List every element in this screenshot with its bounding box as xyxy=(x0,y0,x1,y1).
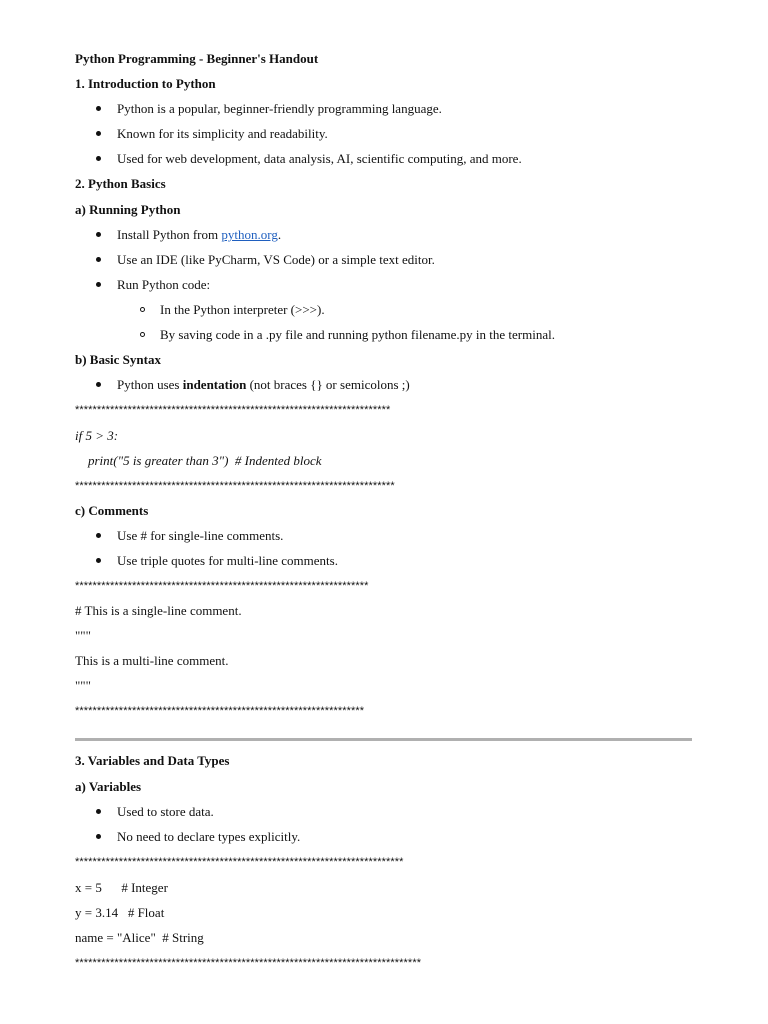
separator-stars: ******************************************************************* xyxy=(75,580,369,592)
code-line: y = 3.14 # Float xyxy=(75,905,165,920)
bullet-icon xyxy=(96,382,101,387)
separator-stars: ************************************************************************* xyxy=(75,480,395,492)
s3-bullet-2: No need to declare types explicitly. xyxy=(117,829,301,844)
bullet-icon xyxy=(96,131,101,136)
document-title: Python Programming - Beginner's Handout xyxy=(75,51,319,66)
variables-heading: a) Variables xyxy=(75,779,142,794)
section-3-heading: 3. Variables and Data Types xyxy=(75,753,230,768)
code-line: """ xyxy=(75,628,91,643)
install-prefix: Install Python from xyxy=(117,227,222,242)
install-suffix: . xyxy=(277,227,282,242)
separator-stars: ******************************************************************************* xyxy=(75,957,422,969)
basic-syntax-heading: b) Basic Syntax xyxy=(75,352,161,367)
code-line: if 5 > 3: xyxy=(75,428,119,443)
s2-sub-bullet-2: By saving code in a .py file and running python filename.py in the terminal. xyxy=(160,327,555,342)
s2-install-bullet xyxy=(117,227,281,243)
bullet-icon xyxy=(96,156,101,161)
bullet-icon xyxy=(96,834,101,839)
python-org-link[interactable]: python.org xyxy=(221,227,278,242)
s2-run-bullet: Run Python code: xyxy=(117,277,211,292)
separator-stars: ****************************************************************** xyxy=(75,705,365,717)
s2-sub-bullet-1: In the Python interpreter (>>>). xyxy=(160,302,325,317)
s1-bullet-3: Used for web development, data analysis, AI, scientific computing, and more. xyxy=(117,151,522,166)
bullet-icon xyxy=(96,533,101,538)
code-line: """ xyxy=(75,678,91,693)
s1-bullet-2: Known for its simplicity and readability. xyxy=(117,126,328,141)
code-line: name = "Alice" # String xyxy=(75,930,204,945)
code-line: This is a multi-line comment. xyxy=(75,653,229,668)
code-line: # This is a single-line comment. xyxy=(75,603,242,618)
indentation-suffix: (not braces {} or semicolons ;) xyxy=(246,377,410,392)
comments-heading: c) Comments xyxy=(75,503,149,518)
separator-stars: ************************************************************************ xyxy=(75,404,391,416)
indentation-prefix: Python uses xyxy=(117,377,183,392)
bullet-icon xyxy=(96,282,101,287)
s2-comment-bullet-2: Use triple quotes for multi-line comments. xyxy=(117,553,338,568)
s2-comment-bullet-1: Use # for single-line comments. xyxy=(117,528,284,543)
running-python-heading: a) Running Python xyxy=(75,202,181,217)
indentation-keyword: indentation xyxy=(182,377,247,392)
bullet-icon xyxy=(96,106,101,111)
sub-bullet-icon xyxy=(140,307,145,312)
s3-bullet-1: Used to store data. xyxy=(117,804,214,819)
sub-bullet-icon xyxy=(140,332,145,337)
s2-indentation-bullet xyxy=(117,377,410,393)
horizontal-divider xyxy=(75,738,692,741)
section-1-heading: 1. Introduction to Python xyxy=(75,76,216,91)
code-line: x = 5 # Integer xyxy=(75,880,168,895)
bullet-icon xyxy=(96,558,101,563)
bullet-icon xyxy=(96,232,101,237)
section-2-heading: 2. Python Basics xyxy=(75,176,166,191)
code-line: print("5 is greater than 3") # Indented block xyxy=(75,453,322,468)
s1-bullet-1: Python is a popular, beginner-friendly programming language. xyxy=(117,101,442,116)
bullet-icon xyxy=(96,809,101,814)
bullet-icon xyxy=(96,257,101,262)
separator-stars: *************************************************************************** xyxy=(75,856,404,868)
s2-ide-bullet: Use an IDE (like PyCharm, VS Code) or a simple text editor. xyxy=(117,252,435,267)
